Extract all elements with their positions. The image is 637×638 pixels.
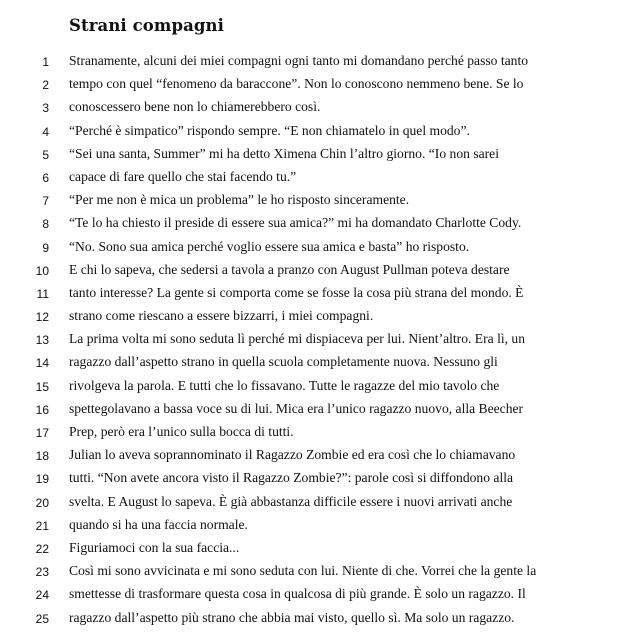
line-number: 3 [42,101,49,116]
line-text: Figuriamoci con la sua faccia... [69,539,240,555]
line-text: “Te lo ha chiesto il preside di essere sua amica?” mi ha domandato Charlotte Cody. [69,215,522,231]
line-text: La prima volta mi sono seduta lì perché mi dispiaceva per lui. Nient’altro. Era lì, un [69,331,526,347]
text-line [0,77,637,100]
text-line [0,286,637,309]
line-number: 21 [35,518,49,533]
text-line [0,332,637,355]
text-line [0,124,637,147]
line-number: 24 [35,588,49,603]
line-text: tanto interesse? La gente si comporta come se fosse la cosa più strana del mondo. È [69,284,524,300]
line-text: svelta. E August lo sapeva. È già abbastanza difficile essere i nuovi arrivati anche [69,493,513,509]
line-text: spettegolavano a bassa voce su di lui. Mica era l’unico ragazzo nuovo, alla Beecher [69,400,524,416]
line-text: “No. Sono sua amica perché voglio essere sua amica e basta” ho risposto. [69,238,470,254]
line-number: 1 [42,55,49,69]
line-number: 11 [36,286,49,301]
line-text: strano come riescano a essere bizzarri, i miei compagni. [69,308,374,324]
line-number: 8 [42,217,49,232]
text-line [0,564,637,587]
line-number: 17 [35,426,49,440]
line-text: quando si ha una faccia normale. [69,516,248,532]
text-line [0,587,637,610]
line-number: 14 [35,356,49,371]
text-line [0,379,637,402]
text-line [0,54,637,77]
text-line [0,216,637,239]
line-number: 5 [42,147,49,162]
line-text: tempo con quel “fenomeno da baraccone”. Non lo conoscono nemmeno bene. Se lo [69,76,524,92]
line-number: 7 [42,194,49,209]
line-text: conoscessero bene non lo chiamerebbero così. [69,99,321,115]
line-number: 20 [35,495,49,510]
line-number: 22 [35,541,49,556]
document-title: Strani compagni [69,16,224,35]
text-line [0,263,637,286]
line-text: Così mi sono avvicinata e mi sono seduta con lui. Niente di che. Vorrei che la gente la [69,563,537,579]
line-text: Stranamente, alcuni dei miei compagni ogni tanto mi domandano perché passo tanto [69,53,529,68]
line-text: ragazzo dall’aspetto più strano che abbia mai visto, quello sì. Ma solo un ragazzo. [69,609,515,625]
line-number: 6 [42,170,49,185]
line-text: “Perché è simpatico” rispondo sempre. “E non chiamatelo in quel modo”. [69,122,470,138]
line-number: 25 [35,611,49,626]
text-line [0,100,637,123]
line-text: “Per me non è mica un problema” le ho risposto sinceramente. [69,192,410,208]
text-line [0,309,637,332]
line-number: 9 [42,240,49,255]
line-text: tutti. “Non avete ancora visto il Ragazzo Zombie?”: parole così si diffondono alla [69,470,514,486]
line-number: 18 [35,449,49,464]
text-line [0,147,637,170]
text-line [0,355,637,378]
text-line [0,495,637,518]
text-line [0,170,637,193]
line-text: ragazzo dall’aspetto strano in quella scuola completamente nuova. Nessuno gli [69,354,498,370]
text-line [0,448,637,471]
line-number: 13 [35,333,49,348]
text-line [0,402,637,425]
line-text: “Sei una santa, Summer” mi ha detto Ximena Chin l’altro giorno. “Io non sarei [69,145,499,161]
line-number: 12 [35,310,49,325]
line-number: 4 [42,124,49,139]
line-text: rivolgeva la parola. E tutti che lo fissavano. Tutte le ragazze del mio tavolo che [69,377,500,393]
text-line [0,240,637,263]
text-line [0,611,637,634]
line-text: E chi lo sapeva, che sedersi a tavola a pranzo con August Pullman poteva destare [69,261,510,277]
line-number: 16 [35,402,49,417]
line-text: smettesse di trasformare questa cosa in qualcosa di più grande. È solo un ragazzo. Il [69,586,526,602]
line-number: 19 [35,472,49,487]
text-line [0,193,637,216]
text-line [0,541,637,564]
line-number: 2 [42,78,49,93]
line-number: 15 [35,379,49,394]
line-text: Prep, però era l’unico sulla bocca di tutti. [69,424,294,439]
text-line [0,518,637,541]
line-number: 23 [35,565,49,580]
text-line [0,471,637,494]
numbered-lines [0,54,637,634]
line-number: 10 [35,263,49,278]
text-line [0,425,637,448]
line-text: Julian lo aveva soprannominato il Ragazzo Zombie ed era così che lo chiamavano [69,447,516,463]
line-text: capace di fare quello che stai facendo tu.” [69,168,297,184]
